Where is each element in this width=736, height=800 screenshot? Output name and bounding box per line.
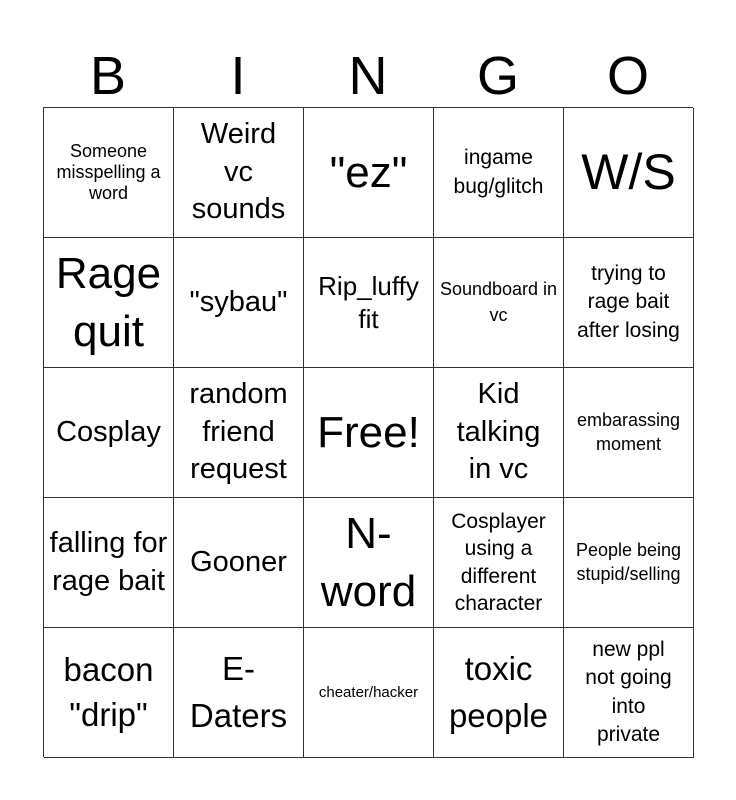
cell-text: trying to rage bait after losing <box>577 261 680 342</box>
bingo-cell[interactable] <box>304 628 434 758</box>
bingo-cell[interactable] <box>304 368 434 498</box>
bingo-board <box>43 107 693 757</box>
bingo-cell[interactable] <box>174 498 304 628</box>
cell-text: Kid talking in vc <box>456 377 541 486</box>
bingo-cell[interactable] <box>564 628 694 758</box>
bingo-cell[interactable] <box>44 238 174 368</box>
header-letter-o: O <box>606 46 649 106</box>
bingo-cell[interactable] <box>44 628 174 758</box>
cell-text: Cosplayer using a different character <box>451 509 546 615</box>
bingo-cell[interactable] <box>174 108 304 238</box>
cell-text: Soundboard in vc <box>439 279 558 325</box>
header-letter-b: B <box>89 46 127 106</box>
cell-text: Rip_luffy fit <box>318 271 419 334</box>
cell-text: Free! <box>317 407 420 457</box>
cell-text: bacon "drip" <box>63 650 154 733</box>
header-letter-n: N <box>348 46 388 106</box>
bingo-cell[interactable] <box>564 368 694 498</box>
bingo-cell[interactable] <box>434 108 564 238</box>
bingo-cell[interactable] <box>44 108 174 238</box>
bingo-cell[interactable] <box>44 498 174 628</box>
bingo-cell[interactable] <box>304 108 434 238</box>
bingo-cell[interactable] <box>564 238 694 368</box>
bingo-cell[interactable] <box>434 628 564 758</box>
cell-text: Weird vc sounds <box>191 117 286 226</box>
cell-text: "sybau" <box>189 285 288 318</box>
header-letter-g: G <box>476 46 519 106</box>
cell-text: N-word <box>320 509 417 616</box>
bingo-cell[interactable] <box>434 238 564 368</box>
cell-text: falling for rage bait <box>49 526 168 597</box>
cell-text: Rage quit <box>55 249 162 356</box>
bingo-cell[interactable] <box>304 498 434 628</box>
cell-text: "ez" <box>329 147 408 197</box>
bingo-cell[interactable] <box>304 238 434 368</box>
cell-text: embarassing moment <box>576 410 681 454</box>
cell-text: Cosplay <box>56 415 161 448</box>
bingo-cell[interactable] <box>564 108 694 238</box>
cell-text: E-Daters <box>189 650 288 734</box>
cell-text: random friend request <box>189 377 288 486</box>
bingo-cell[interactable] <box>174 628 304 758</box>
bingo-cell[interactable] <box>174 238 304 368</box>
bingo-cell[interactable] <box>44 368 174 498</box>
cell-text: cheater/hacker <box>318 683 419 701</box>
bingo-header <box>43 44 693 108</box>
bingo-cell[interactable] <box>564 498 694 628</box>
cell-text: new ppl not going into private <box>585 637 672 746</box>
cell-text: W/S <box>581 144 676 200</box>
cell-text: Gooner <box>190 545 287 578</box>
cell-text: toxic people <box>448 650 549 734</box>
cell-text: Someone misspelling a word <box>56 141 161 203</box>
cell-text: People being stupid/selling <box>575 540 682 584</box>
header-letter-i: I <box>230 46 246 106</box>
bingo-cell[interactable] <box>434 498 564 628</box>
bingo-cell[interactable] <box>174 368 304 498</box>
cell-text: ingame bug/glitch <box>453 146 544 198</box>
bingo-cell[interactable] <box>434 368 564 498</box>
